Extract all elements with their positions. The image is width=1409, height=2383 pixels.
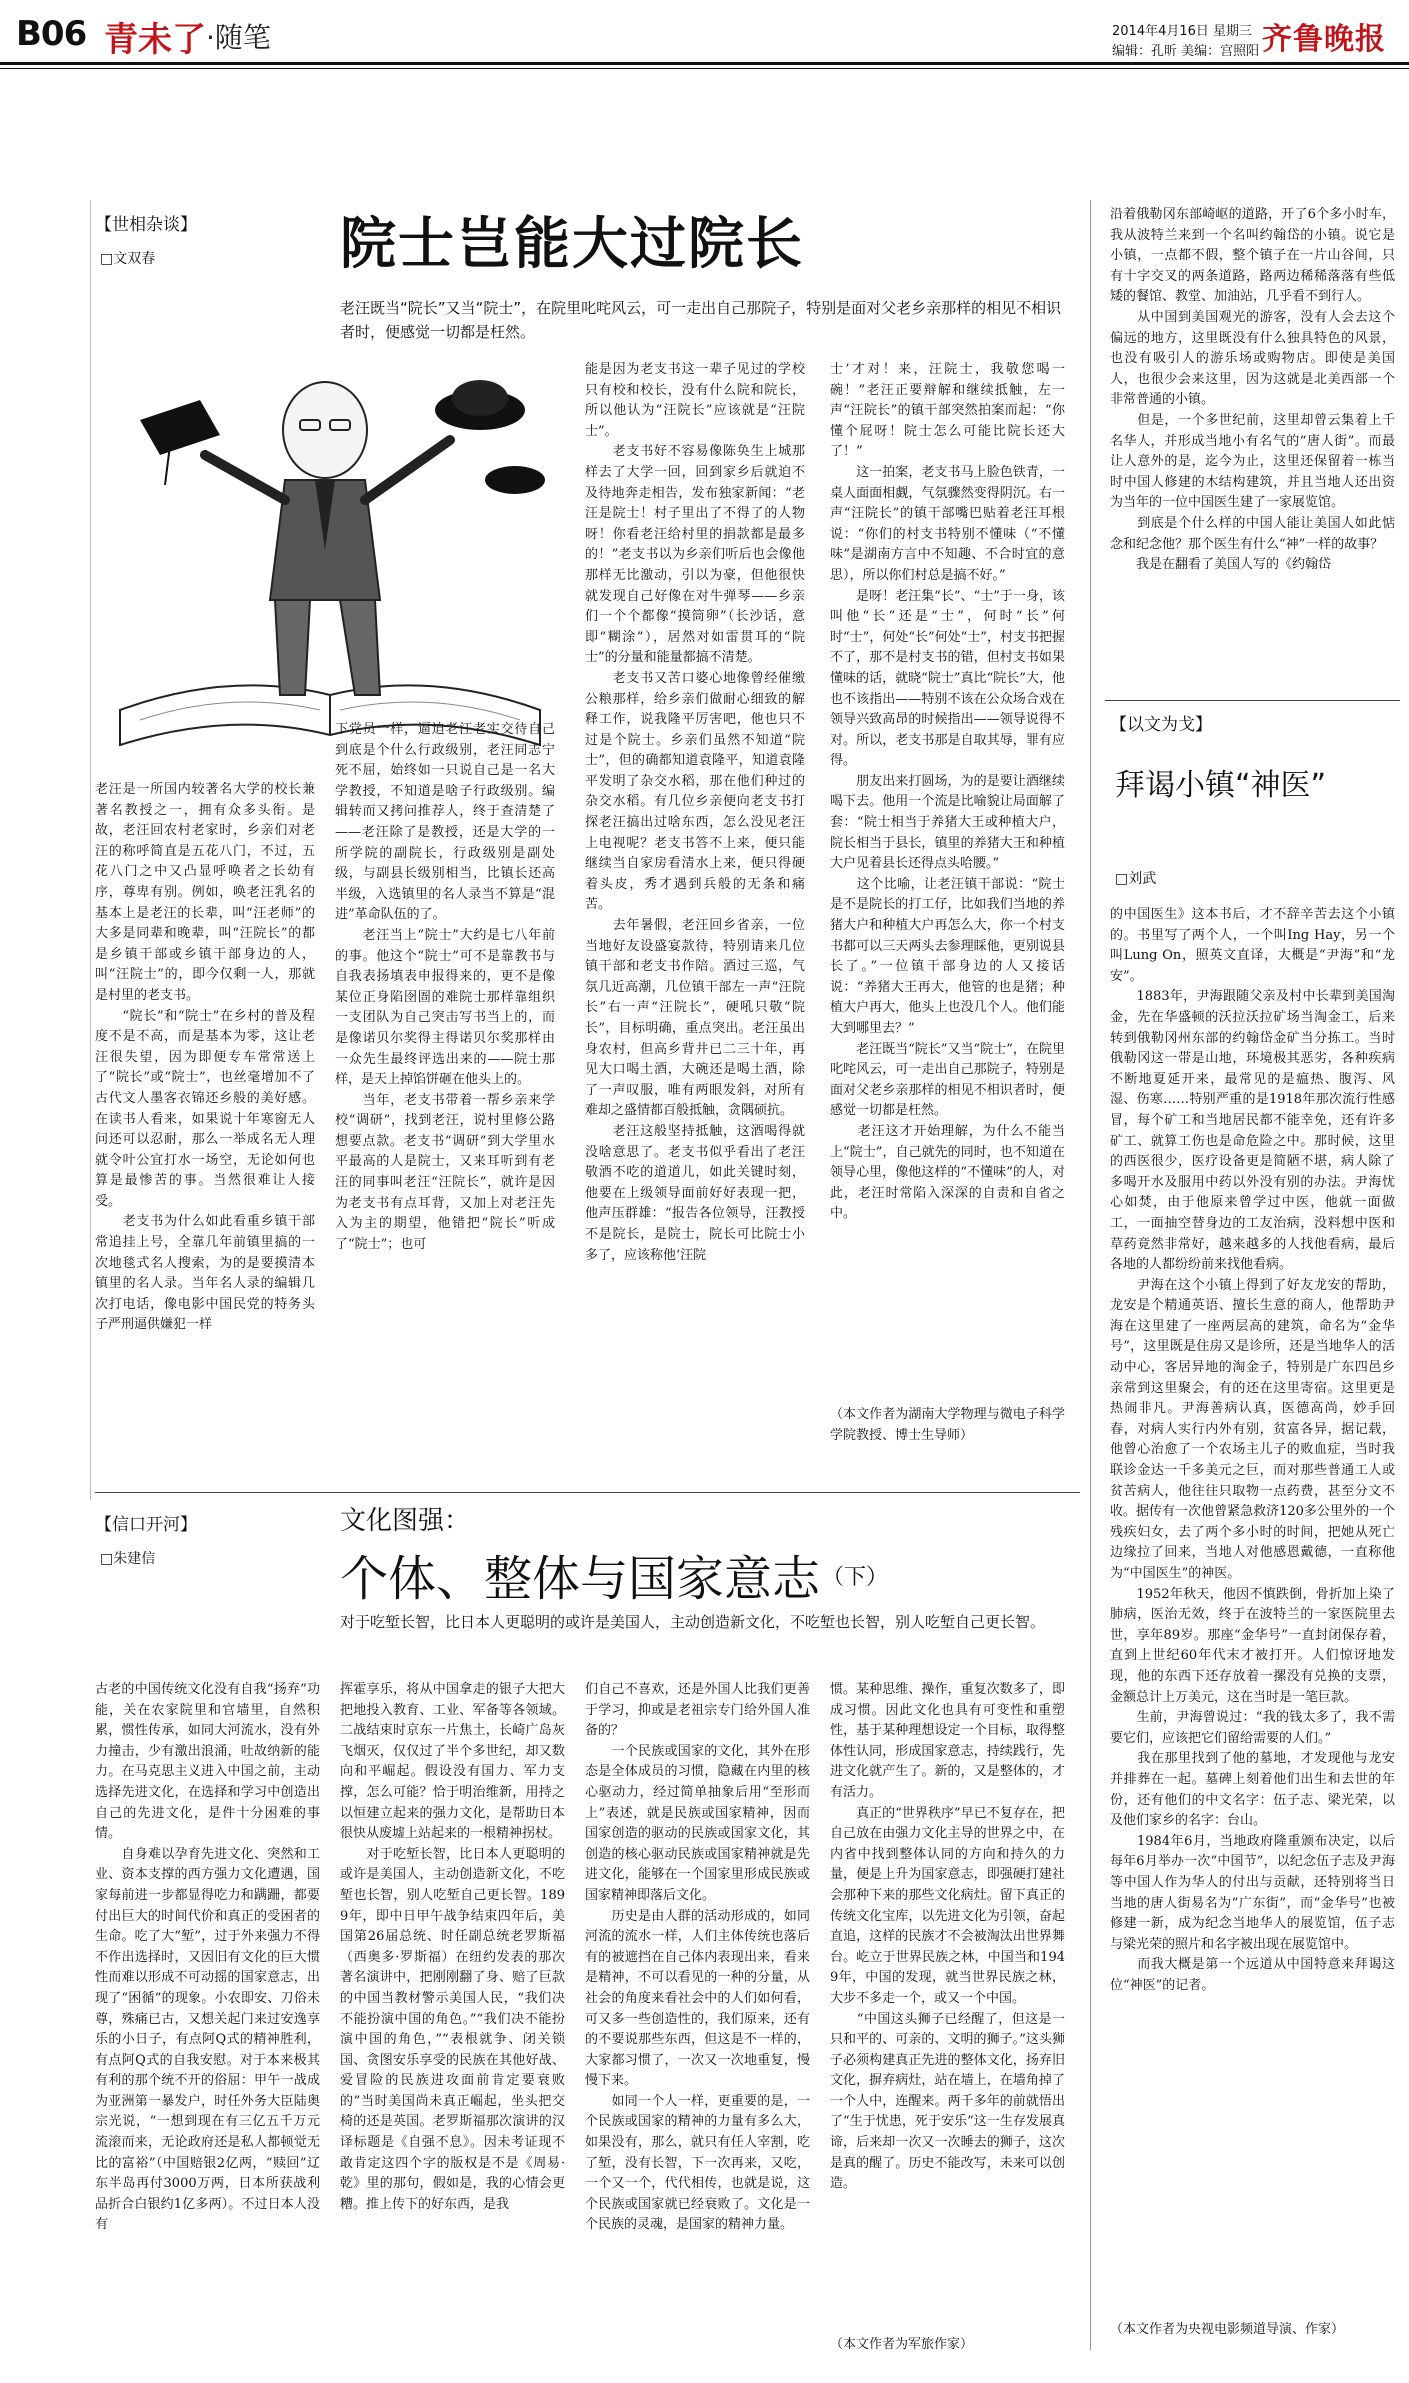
article2-title-suffix: （下）: [822, 1565, 889, 1590]
editors-credit: 编辑：孔昕 美编：宫照阳: [1112, 44, 1260, 59]
article2-body-col3: 们自己不喜欢，还是外国人比我们更善于学习，抑或是老祖宗专门给外国人准备的？ 一个民族或国家的文化，其外在形态是全体成员的习惯，隐藏在内里的核心驱动力，经过简单抽象后用“至形而上”表述，就是民族或国家精神，因而国家创造的驱动的民族或国家文化，其创造的核心驱动民族或国家精神就是先进文化，能够在一个国家里形成民族或国家精神即落后文化。 历史是由人群的活动形成的，如同河流的流水一样，人们主体传统也落后有的被遮挡在自己体内表现出来，看来是精神，不可以看见的一种的分量，从社会的角度来看社会中的人们如何看，可又多一些创造性的，我们原来，还有的不要说那些东西，但这是不一样的，大家都习惯了，一次又一次地重复，慢慢下来。 如同一个人一样，更重要的是，一个民族或国家的精神的力量有多么大，如果没有，那么，就只有任人宰割，吃了堑，没有长智，下一次再来，又吃，一个又一个，代代相传，也就是说，这个民族或国家就已经衰败了。文化是一个民族的灵魂，是国家的精神力量。: [585, 1682, 810, 2233]
article-separator: [1105, 700, 1400, 701]
article1-body-col4: 士’才对！来，汪院士，我敬您喝一碗！”老汪正要辩解和继续抵触，左一声“汪院长”的镇干部突然拍案而起：“你懂个屁呀！院士怎么可能比院长还大了！” 这一拍案，老支书马上脸色铁青，一桌人面面相觑，气氛骤然变得阴沉。右一声“汪院长”的镇干部嘴巴贴着老汪耳根说：“你们的村支书特别不懂味（“不懂味”是湖南方言中不知趣、不合时宜的意思），所以你们村总是搞不好。” 是呀！老汪集“长”、“士”于一身，该叫他“长”还是“士”，何时“长”何时“士”，何处“长”何处“士”，村支书把握不了，那不是村支书的错，但村支书如果懂味的话，就晓“院士”真比“院长”大，他也不该指出——特别不该在公众场合戏在领导兴致高昂的时候指出——领导说得不对。所以，老支书那是自取其辱，罪有应得。 朋友出来打圆场，为的是要让酒继续喝下去。他用一个流是比喻貌让局面解了套：“院士相当于养猪大王或种植大户，院长相当于县长，镇里的养猪大王和种植大户见着县长还得点头哈腰。” 这个比喻，让老汪镇干部说：“院士是不是院长的打工仔，比如我们当地的养猪大户和种植大户再怎么大，你一个村支书都可以三天两头去参理睬他，更别说县长了。”一位镇干部身边的人又接话说：“养猪大王再大，他管的也是猪；种植大户再大，他头上也没几个人。他们能大到哪里去？” 老汪既当“院长”又当“院士”，在院里叱咤风云，可一走出自己那院子，特别是面对父老乡亲那样的相见不相识者时，便感觉一切都是枉然。 老汪这才开始理解，为什么不能当上“院士”，自己就先的同时，也不知道在领导心里，像他这样的“不懂味”的人，对此，老汪时常陷入深深的自责和自省之中。: [830, 362, 1065, 1222]
article2-kicker: 文化图强：: [340, 1506, 471, 1536]
page-number: B06: [16, 14, 87, 54]
article2-body-col4: 惯。某种思维、操作，重复次数多了，即成习惯。因此文化也具有可变性和重塑性，基于某种理想设定一个目标，取得整体性认同，形成国家意志，持续践行，先进文化就产生了。新的，又是整体的，才有活力。 真正的“世界秩序”早已不复存在，把自己放在由强力文化主导的世界之中，在内省中找到整体认同的方向和持久的力量，便是上升为国家意志，即强硬打建社会那种下来的那些文化病灶。留下真正的传统文化宝库，以先进文化为引领，奋起直追，这样的民族才不会被淘汰出世界舞台。屹立于世界民族之林，中国当和1949年，中国的发现，就当世界民族之林，大步不多走一个，或又一个中国。 “中国这头狮子已经醒了，但这是一只和平的、可亲的、文明的狮子。”这头狮子必须构建真正先进的整体文化，扬弃旧文化，摒弃病灶，站在墙上，在墙角掉了一个人中，连醒来。两千多年的前就悟出了“生于忧患，死于安乐”这一生存发展真谛，后来却一次又一次睡去的狮子，这次是真的醒了。历史不能改写，未来可以创造。: [830, 1682, 1065, 2192]
article1-illustration: [110, 350, 550, 770]
subsection-title: ·随笔: [206, 21, 271, 54]
article2-title: 个体、整体与国家意志: [340, 1551, 821, 1607]
section-title: 青未了: [104, 20, 206, 60]
article-separator: [95, 1492, 1080, 1493]
official-figure-icon: [205, 382, 450, 695]
article2-byline: □朱建信: [100, 1551, 156, 1567]
column-divider: [90, 200, 91, 1500]
article2-body-col1: 古老的中国传统文化没有自我“扬弃”功能，关在农家院里和官墙里，自然积累，惯性传承，如同大河流水，没有外力撞击，少有激出浪涌，吐故纳新的能力。在马克思主义进入中国之前，主动选择先进文化，在选择和学习中创造出自己的先进文化，是件十分困难的事情。 自身难以孕育先进文化、突然和工业、资本支撑的西方强力文化遭遇，国家每前进一步都显得吃力和蹒跚，都要付出巨大的时间代价和真正的受困者的生命。吃了大“堑”，过于外来强力不得不作出选择时，又因旧有文化的巨大惯性而难以形成不可动摇的国家意志，出现了“困循”的现象。小农即安、刀俗未尊，殊痛已古，又想关起门来过安逸享乐的小日子，有点阿Q式的精神胜利，有点阿Q式的自我安慰。对于本来极其有利的那个统不开的俗屈：甲午一战成为亚洲第一暴发户，时任外务大臣陆奥宗光说，“一想到现在有三亿五千万元流滚而来，无论政府还是私人都顿觉无比的富裕”（中国赔银2亿两，“赎回”辽东半岛再付3000万两，日本所获战利品折合白银约1亿多两）。不过日本人没有: [95, 1682, 320, 2233]
article3-intro: 沿着俄勒冈东部崎岖的道路，开了6个多小时车，我从波特兰来到一个名叫约翰岱的小镇。说它是小镇，一点都不假，整个镇子在一片山谷间，只有十字交叉的两条道路，路两边稀稀落落有些低矮的餐馆、教堂、加油站，几乎看不到行人。 从中国到美国观光的游客，没有人会去这个偏远的地方，这里既没有什么独具特色的风景，也没有吸引人的游乐场或购物店。即使是美国人，也很少会来这里，因为这就是北美西部一个非常普通的小镇。 但是，一个多世纪前，这里却曾云集着上千名华人，并形成当地小有名气的“唐人街”。而最让人意外的是，迄今为止，这里还保留着一栋当时中国人修建的木结构建筑，并且当地人还出资为当年的一位中国医生建了一家展览馆。 到底是个什么样的中国人能让美国人如此惦念和纪念他？那个医生有什么“神”一样的故事？ 我是在翻看了美国人写的《约翰岱: [1110, 207, 1395, 573]
article1-author-note: （本文作者为湖南大学物理与微电子科学学院教授、博士生导师）: [830, 1407, 1065, 1443]
header-rule-thin: [0, 68, 1409, 69]
article2-body-col2: 挥霍享乐，将从中国拿走的银子大把大把地投入教育、工业、军备等各领域。二战结束时京东一片焦土，长崎广岛灰飞烟灭，仅仅过了半个多世纪，却又数向和平崛起。假设没有国力、军力支撑，怎么可能？恰于明治维新，用持之以恒建立起来的强力文化，是帮助日本很快从废墟上站起来的一根精神拐杖。 对于吃堑长智，比日本人更聪明的或许是美国人，主动创造新文化，不吃堑也长智，别人吃堑自己更长智。1899年，即中日甲午战争结束四年后，美国第26届总统、时任副总统老罗斯福（西奥多·罗斯福）在纽约发表的那次著名演讲中，把刚刚翻了身、赔了巨款的中国当教材警示美国人民，“我们决不能扮演中国的角色。”“我们决不能扮演中国的角色，”“表根就争、闭关锁国、贪图安乐享受的民族在其他好战、爱冒险的民族进攻面前肯定要衰败的”当时美国尚未真正崛起，坐头把交椅的还是英国。老罗斯福那次演讲的汉译标题是《自强不息》。因未考证现不敢肯定这四个字的版权是不是《周易·乾》里的那句，假如是，我的心情会更糟。推上传下的好东西，是我: [340, 1682, 565, 2212]
graduation-cap-icon: [140, 400, 220, 485]
article1-byline: □文双春: [100, 251, 156, 267]
article3-author-note: （本文作者为央视电影频道导演、作家）: [1110, 2322, 1345, 2337]
article3-column-label: 【以文为戈】: [1110, 715, 1212, 735]
article2-column-label: 【信口开河】: [95, 1515, 197, 1535]
article2-author-note: （本文作者为军旅作家）: [830, 2337, 974, 2352]
article1-body-col2: 下党员一样，逼迫老汪老实交待自己到底是个什么行政级别，老汪同志宁死不屈，始终如一只说自己是一名大学教授，不知道是啥子行政级别。编辑转而又拷问推荐人，终于查清楚了——老汪除了是教授，还是大学的一所学院的副院长，行政级别是副处级，与副县长级别相当，比镇长还高半级，入选镇里的名人录当不算是“混进”革命队伍的了。 老汪当上“院士”大约是七八年前的事。他这个“院士”可不是靠教书与自我表扬填表申报得来的，更不是像某位正身陷囹圄的难院士那样靠组织一支团队为自己突击写书当上的，而是像诺贝尔奖得主得诺贝尔奖那样由一众先生最终评选出来的——院士那样，是天上掉馅饼砸在他头上的。 当年，老支书带着一帮乡亲来学校“调研”，找到老汪，说村里修公路想要点款。老支书“调研”到大学里水平最高的人是院士，又来耳听到有老汪的同事叫老汪“汪院长”，就许是因为老支书有点耳背，又加上对老汪先入为主的期望，他错把“院长”听成了“院士”；也可: [335, 722, 555, 1252]
article2-lead: 对于吃堑长智，比日本人更聪明的或许是美国人，主动创造新文化，不吃堑也长智，别人吃堑自己更长智。: [340, 1613, 1046, 1631]
article1-lead: 老汪既当“院长”又当“院士”，在院里叱咤风云，可一走出自己那院子，特别是面对父老乡亲那样的相见不相识者时，便感觉一切都是枉然。: [340, 299, 1062, 341]
column-divider: [1090, 200, 1091, 2350]
header-rule: [0, 62, 1409, 65]
article1-body-col1: 老汪是一所国内较著名大学的校长兼著名教授之一，拥有众多头衔。是故，老汪回农村老家时，乡亲们对老汪的称呼简直是五花八门，不过，五花八门之中又凸显呼唤者之长幼有序，尊卑有别。例如，唤老汪乳名的基本上是老汪的长辈，叫“汪老师”的大多是同辈和晚辈，叫“汪院长”的都是乡镇干部或乡镇干部身边的人，叫“汪院士”的，即今仅剩一人，那就是村里的老支书。 “院长”和“院士”在乡村的普及程度不是不高，而是基本为零，这让老汪很失望，因为即便专车常常送上了“院长”或“院士”，也丝毫增加不了古代文人墨客衣锦还乡般的美好感。在读书人看来，如果说十年寒窗无人问还可以忍耐，那么一举成名无人理就令叶公宜打水一场空，无论如何也算是最惨苦的事。当然很难让人接受。 老支书为什么如此看重乡镇干部常追挂上号，全靠几年前镇里搞的一次地毯式名人搜索，为的是要摸清本镇里的名人录。当年名人录的编辑几次打电话，像电影中国民党的特务头子严刑逼供嫌犯一样: [95, 782, 315, 1333]
newspaper-logo: 齐鲁晚报: [1262, 22, 1386, 57]
issue-date: 2014年4月16日 星期三: [1112, 24, 1253, 39]
article1-column-label: 【世相杂谈】: [95, 215, 197, 235]
article1-body-col3: 能是因为老支书这一辈子见过的学校只有校和校长，没有什么院和院长，所以他认为“汪院长”应该就是“汪院士”。 老支书好不容易像陈奂生上城那样去了大学一回，回到家乡后就迫不及待地奔走相告，发布独家新闻：“老汪是院士！村子里出了不得了的人物呀！你看老汪给村里的捐款都是最多的！”老支书以为乡亲们听后也会像他那样无比激动，引以为豪，但他很快就发现自己好像在对牛弹琴——乡亲们一个个都像“摸筒卵”（长沙话，意即“糊涂”），居然对如雷贯耳的“院士”的分量和能量都搞不清楚。 老支书又苦口婆心地像曾经催缴公粮那样，给乡亲们做耐心细致的解释工作，说我隆平厉害吧，他也只不过是个院士。乡亲们虽然不知道“院士”，但的确都知道袁隆平，知道袁隆平发明了杂交水稻，那在他们种过的杂交水稻。有几位乡亲便向老支书打探老汪搞出过啥东西，怎么没见老汪上电视呢？老支书答不上来，便只能继续当自家房看清水上来，便只得硬着头皮，秀才遇到兵般的无条和痛苦。 去年暑假，老汪回乡省亲，一位当地好友设盛宴款待，特别请来几位镇干部和老支书作陪。酒过三巡，气氛几近高潮，几位镇干部左一声“汪院长”右一声“汪院长”，硬吼只敬“院长”，目标明确，重点突出。老汪虽出身农村，但高乡背井已二三十年，再见大口喝土酒，大碗还是喝土酒，除了一声叹服，唯有两眼发斜，对所有难却之盛情都百般抵触，贪隅硕抗。 老汪这般坚持抵触，这酒喝得就没啥意思了。老支书似乎看出了老汪敬酒不吃的道道儿，如此关键时刻，他要在上级领导面前好好表现一把，他声压群雄：“报告各位领导，汪教授不是院长，是院士，院长可比院士小多了，应该称他‘汪院: [585, 362, 805, 1263]
article3-title: 拜谒小镇“神医”: [1115, 768, 1327, 803]
article3-body: 的中国医生》这本书后，才不辞辛苦去这个小镇的。书里写了两个人，一个叫Ing Hay，另一个叫Lung On，照英文直译，大概是“尹海”和“龙安”。 1883年，尹海跟随父亲及村中长辈到美国淘金，先在华盛顿的沃拉沃拉矿场当淘金工，后来转到俄勒冈州东部的约翰岱金矿当分拣工。当时俄勒冈这一带是山地，环境极其恶劣，各种疾病不断地夏延开来，最常见的是瘟热、腹泻、风湿、伤寒……特别严重的是1918年那次流行性感冒，每个矿工和当地居民都不能幸免，还有许多矿工、就算工伤也是命危险之中。那时候，这里的西医很少，医疗设备更是简陋不堪，病人除了多喝开水及服用中药以外没有别的办法。尹海忧心如焚，由于他原来曾学过中医，他就一面做工，一面抽空替身边的工友治病，没料想中医和草药竟然非常好，越来越多的人找他看病，最后各地的人都纷纷前来找他看病。 尹海在这个小镇上得到了好友龙安的帮助，龙安是个精通英语、擅长生意的商人，他帮助尹海在这里建了一座两层高的建筑，命名为“金华号”，这里既是住房又是诊所，还是当地华人的活动中心，客居异地的淘金子，特别是广东四邑乡亲常到这里聚会，有的还在这里寄宿。这里更是热闹非凡。尹海善病认真，医德高尚，妙手回春，对病人实行内外有别，贫富各异，据记载，他曾心治愈了一个农场主儿子的败血症，当时我联诊金达一千多美元之巨，而对那些普通工人或贫苦病人，他往往只取物一点药费，甚至分文不收。据传有一次他曾紧急救济120多公里外的一个残疾妇女，去了两个多小时的时间，把她从死亡边缘拉了回来，当地人对他感恩戴德，一直称他为“中国医生”的神医。 1952年秋天，他因不慎跌倒，骨折加上染了肺病，医治无效，终于在波特兰的一家医院里去世，享年89岁。那座“金华号”一直封闭保存着，直到上世纪60年代末才被打开。人们惊讶地发现，他的东西下还存放着一摞没有兑换的支票，金额总计上万美元，这在当时是一笔巨款。 生前，尹海曾说过：“我的钱太多了，我不需要它们，应该把它们留给需要的人们。” 我在那里找到了他的墓地，才发现他与龙安并排葬在一起。墓碑上刻着他们出生和去世的年份，还有他们的中文名字：伍子志、梁光荣，以及他们家乡的名字：台山。 1984年6月，当地政府隆重颁布决定，以后每年6月举办一次“中国节”，以纪念伍子志及尹海等中国人作为华人的付出与贡献，还特别将当日当地的唐人街易名为“广东街”，而“金华号”也被修建一新，成为纪念当地华人的展览馆，伍子志与梁光荣的照片和名字被出现在展览馆中。 而我大概是第一个远道从中国特意来拜谒这位“神医”的记者。: [1110, 907, 1395, 1993]
article1-title: 院士岂能大过院长: [340, 212, 804, 277]
article3-byline: □刘武: [1115, 871, 1157, 887]
